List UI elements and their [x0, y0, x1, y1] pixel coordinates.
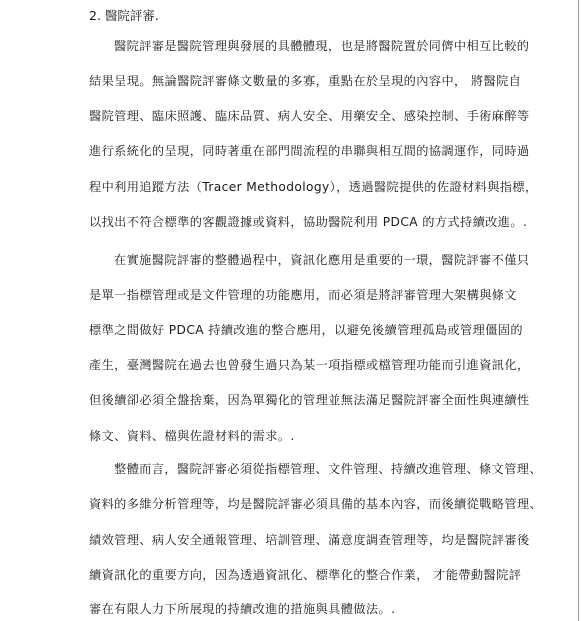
- paragraph-line: 但後續卻必須全盤捨棄，因為單獨化的管理並無法滿足醫院評審全面性與連續性: [89, 393, 530, 407]
- paragraph-line: 程中利用追蹤方法（Tracer Methodology），透過醫院提供的佐證材料與指標，: [89, 180, 538, 194]
- paragraph-line: 績效管理、病人安全通報管理、培訓管理、滿意度調查管理等，均是醫院評審後: [89, 533, 530, 547]
- paragraph-line: 整體而言，醫院評審必須從指標管理、文件管理、持續改進管理、條文管理、: [114, 462, 542, 476]
- paragraph-line: 醫院管理、臨床照護、臨床品質、病人安全、用藥安全、感染控制、手術麻醉等: [89, 109, 530, 123]
- paragraph-line: 資料的多維分析管理等，均是醫院評審必須具備的基本內容，而後續從戰略管理、: [89, 497, 543, 511]
- paragraph-line: 進行系統化的呈現，同時著重在部門間流程的串聯與相互間的協調運作，同時過: [89, 144, 530, 158]
- page-border: [578, 0, 579, 621]
- paragraph-line: 醫院評審是醫院管理與發展的具體體現，也是將醫院置於同儕中相互比較的: [114, 39, 530, 53]
- paragraph-line: 標準之間做好 PDCA 持續改進的整合應用，以避免後續管理孤島或管理僵固的: [89, 323, 523, 337]
- paragraph-line: 結果呈現。無論醫院評審條文數量的多寡，重點在於呈現的內容中， 將醫院自: [89, 74, 522, 88]
- paragraph-line: 以找出不符合標準的客觀證據或資料，協助醫院利用 PDCA 的方式持續改進。.: [89, 215, 528, 229]
- paragraph-line: 是單一指標管理或是文件管理的功能應用，而必須是將評審管理大架構與條文: [89, 288, 517, 302]
- section-heading: 2. 醫院評審.: [89, 8, 159, 23]
- paragraph-line: 審在有限人力下所展現的持續改進的措施與具體做法。.: [89, 602, 396, 616]
- paragraph-line: 在實施醫院評審的整體過程中，資訊化應用是重要的一環，醫院評審不僅只: [114, 253, 530, 267]
- paragraph-line: 產生，臺灣醫院在過去也曾發生過只為某一項指標或檔管理功能而引進資訊化，: [89, 358, 530, 372]
- paragraph-line: 續資訊化的重要方向，因為透過資訊化、標準化的整合作業， 才能帶動醫院評: [89, 568, 522, 582]
- paragraph-line: 條文、資料、檔與佐證材料的需求。.: [89, 429, 295, 443]
